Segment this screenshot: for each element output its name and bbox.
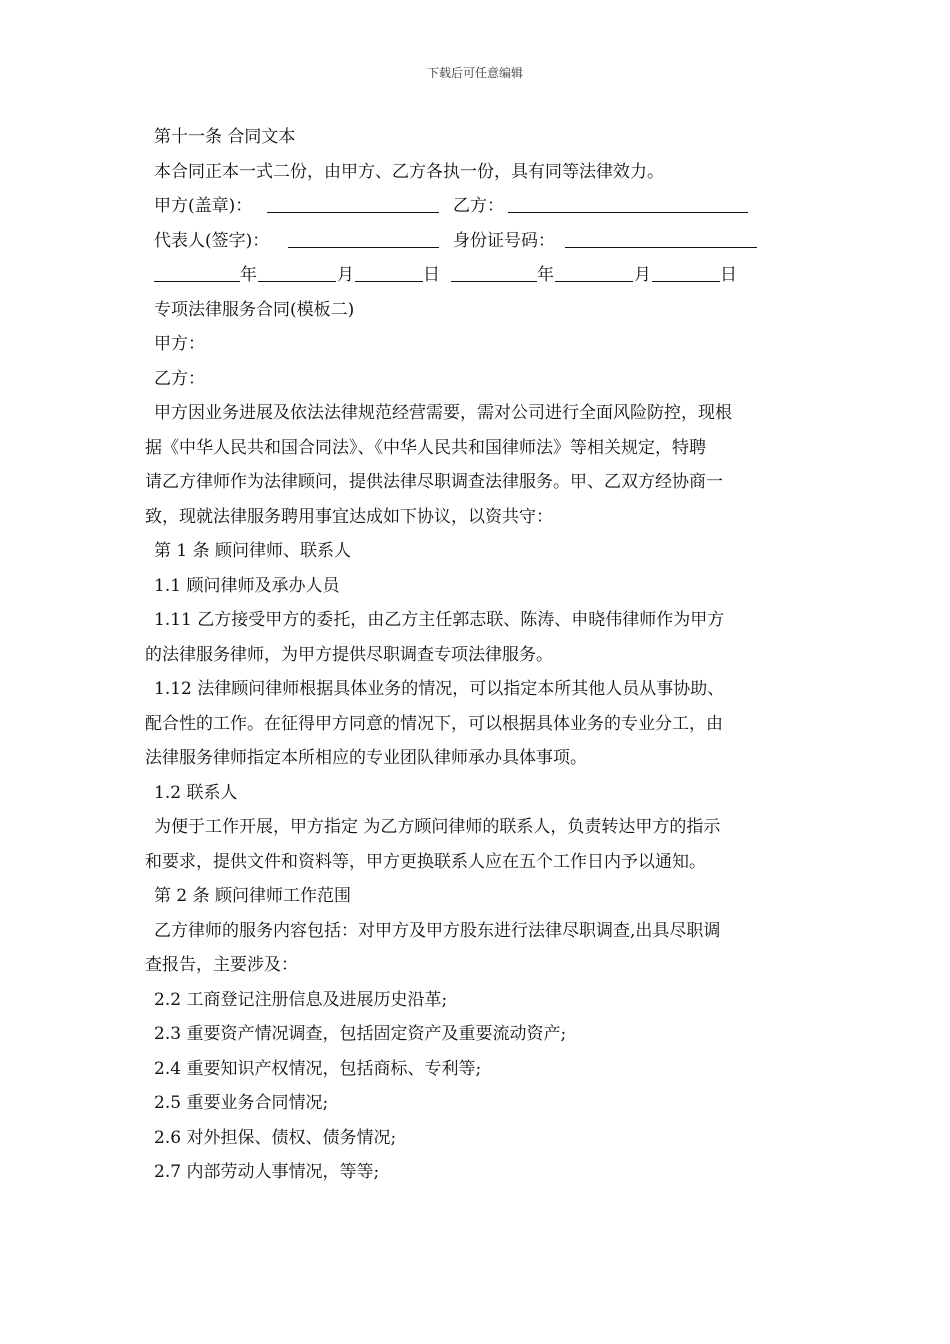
- scope-item: 2.2 工商登记注册信息及进展历史沿革;: [154, 989, 448, 1010]
- article-2-title: 第 2 条 顾问律师工作范围: [154, 886, 352, 906]
- section-1-12-line: 配合性的工作。在征得甲方同意的情况下，可以根据具体业务的专业分工，由: [145, 713, 723, 734]
- section-1-12-line: 1.12 法律顾问律师根据具体业务的情况，可以指定本所其他人员从事协助、: [154, 679, 725, 699]
- template-2-title: 专项法律服务合同(模板二): [154, 299, 355, 320]
- date-a-month-label: 月: [337, 265, 354, 285]
- page-header: 下载后可任意编辑: [426, 66, 523, 80]
- party-b-blank: [508, 194, 748, 213]
- id-number-label: 身份证号码：: [453, 230, 555, 251]
- template-2-party-b: 乙方：: [154, 368, 205, 389]
- scope-item: 2.7 内部劳动人事情况，等等;: [154, 1162, 380, 1182]
- date-b-day-label: 日: [720, 265, 737, 285]
- signature-party-row: [145, 189, 810, 224]
- date-a-day-label: 日: [423, 265, 440, 285]
- section-1-11-line: 1.11 乙方接受甲方的委托，由乙方主任郭志联、陈涛、申晓伟律师作为甲方: [154, 610, 725, 630]
- date-b-day-blank: [652, 263, 720, 282]
- party-b-label: 乙方：: [453, 196, 504, 216]
- date-b-year-blank: [451, 263, 537, 282]
- party-a-seal-blank: [267, 194, 439, 213]
- intro-line: 致，现就法律服务聘用事宜达成如下协议，以资共守：: [145, 506, 553, 527]
- date-a-month-blank: [258, 263, 336, 282]
- clause-11-title: 第十一条 合同文本: [154, 127, 296, 147]
- clause-11-body: 本合同正本一式二份，由甲方、乙方各执一份，具有同等法律效力。: [154, 161, 664, 182]
- scope-item: 2.3 重要资产情况调查，包括固定资产及重要流动资产;: [154, 1024, 567, 1044]
- signature-rep-row: [145, 224, 810, 259]
- section-1-11-line: 的法律服务律师，为甲方提供尽职调查专项法律服务。: [145, 644, 553, 665]
- date-a-year-label: 年: [240, 265, 257, 285]
- article-1-title: 第 1 条 顾问律师、联系人: [154, 541, 352, 561]
- date-b-month-label: 月: [634, 265, 651, 285]
- date-a-year-blank: [154, 263, 240, 282]
- section-1-1: 1.1 顾问律师及承办人员: [154, 575, 340, 596]
- id-number-blank: [565, 229, 757, 248]
- party-a-seal-label: 甲方(盖章)：: [154, 196, 253, 216]
- date-b-month-blank: [555, 263, 633, 282]
- section-1-12-line: 法律服务律师指定本所相应的专业团队律师承办具体事项。: [145, 748, 587, 768]
- scope-item: 2.4 重要知识产权情况，包括商标、专利等;: [154, 1058, 482, 1079]
- section-1-2-body-line: 为便于工作开展，甲方指定 为乙方顾问律师的联系人，负责转达甲方的指示: [154, 817, 721, 837]
- section-1-2-body-line: 和要求，提供文件和资料等，甲方更换联系人应在五个工作日内予以通知。: [145, 851, 706, 872]
- scope-item: 2.5 重要业务合同情况;: [154, 1093, 329, 1113]
- article-2-body-line: 查报告，主要涉及：: [145, 955, 298, 975]
- intro-line: 请乙方律师作为法律顾问，提供法律尽职调查法律服务。甲、乙双方经协商一: [145, 472, 723, 492]
- section-1-2: 1.2 联系人: [154, 782, 238, 803]
- intro-line: 甲方因业务进展及依法法律规范经营需要，需对公司进行全面风险防控，现根: [154, 403, 732, 423]
- article-2-body-line: 乙方律师的服务内容包括：对甲方及甲方股东进行法律尽职调查,出具尽职调: [154, 920, 721, 941]
- intro-line: 据《中华人民共和国合同法》、《中华人民共和国律师法》等相关规定，特聘: [145, 437, 706, 458]
- template-2-party-a: 甲方：: [154, 334, 205, 354]
- scope-item: 2.6 对外担保、债权、债务情况;: [154, 1127, 397, 1148]
- document-body: [145, 120, 810, 1190]
- date-b-year-label: 年: [537, 265, 554, 285]
- signature-date-row: [145, 258, 810, 293]
- representative-label: 代表人(签字)：: [154, 230, 270, 251]
- representative-blank: [288, 229, 439, 248]
- date-a-day-blank: [355, 263, 423, 282]
